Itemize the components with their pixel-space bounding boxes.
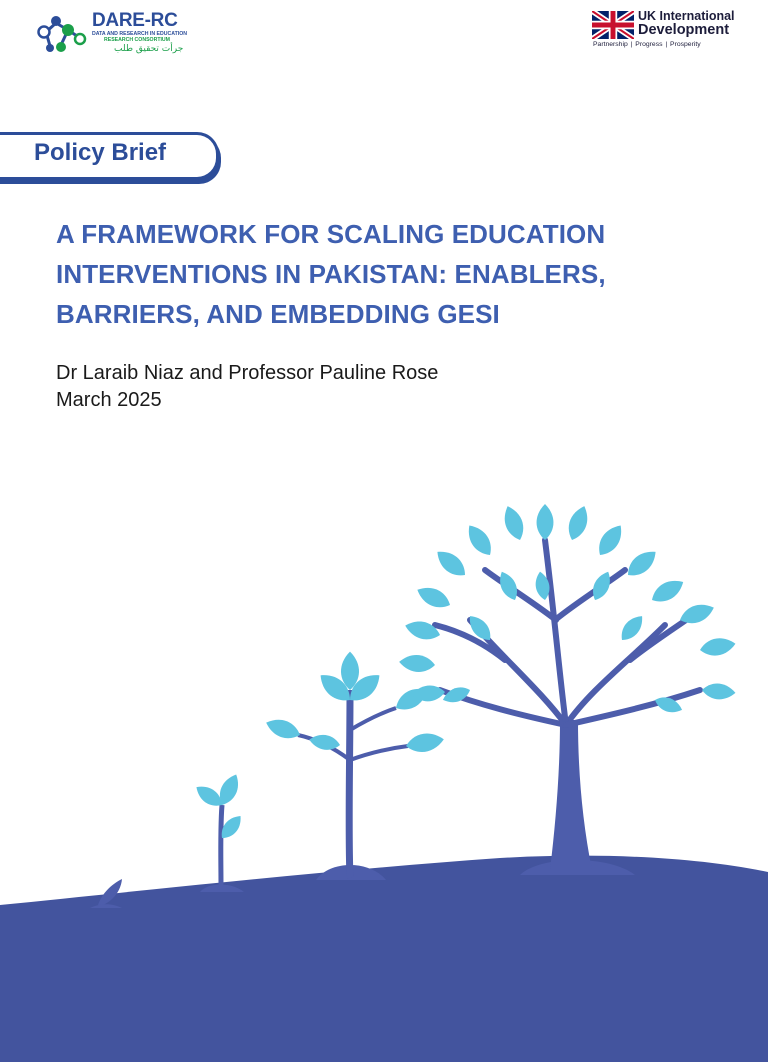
document-title: A FRAMEWORK FOR SCALING EDUCATION INTERVENTIONS IN PAKISTAN: ENABLERS, BARRIERS, AND EMBEDDING GESI	[56, 219, 606, 329]
union-jack-flag-icon	[592, 11, 634, 39]
uk-logo-line2: Development	[638, 22, 730, 38]
document-authors: Dr Laraib Niaz and Professor Pauline Rose	[56, 362, 439, 384]
molecule-network-icon	[34, 10, 90, 56]
dare-rc-name: DARE-RC	[92, 10, 178, 31]
dare-rc-subtitle-line2: RESEARCH CONSORTIUM	[104, 37, 170, 43]
uk-logo-line1: UK International	[638, 9, 735, 23]
growing-trees-illustration	[0, 480, 768, 1062]
large-tree	[398, 503, 737, 875]
small-sprout	[192, 771, 245, 892]
document-date: March 2025	[56, 389, 162, 411]
uk-logo-tagline: Partnership | Progress | Prosperity	[593, 41, 701, 48]
document-type-label: Policy Brief	[34, 139, 167, 166]
dare-rc-urdu-tagline: جرأت تحقیق طلب	[114, 44, 184, 54]
dare-rc-wordmark	[92, 11, 187, 55]
uk-international-development-logo	[592, 9, 742, 53]
dare-rc-subtitle-line1: DATA AND RESEARCH IN EDUCATION	[92, 31, 188, 37]
dare-rc-logo	[34, 10, 224, 58]
medium-sapling	[263, 652, 445, 880]
